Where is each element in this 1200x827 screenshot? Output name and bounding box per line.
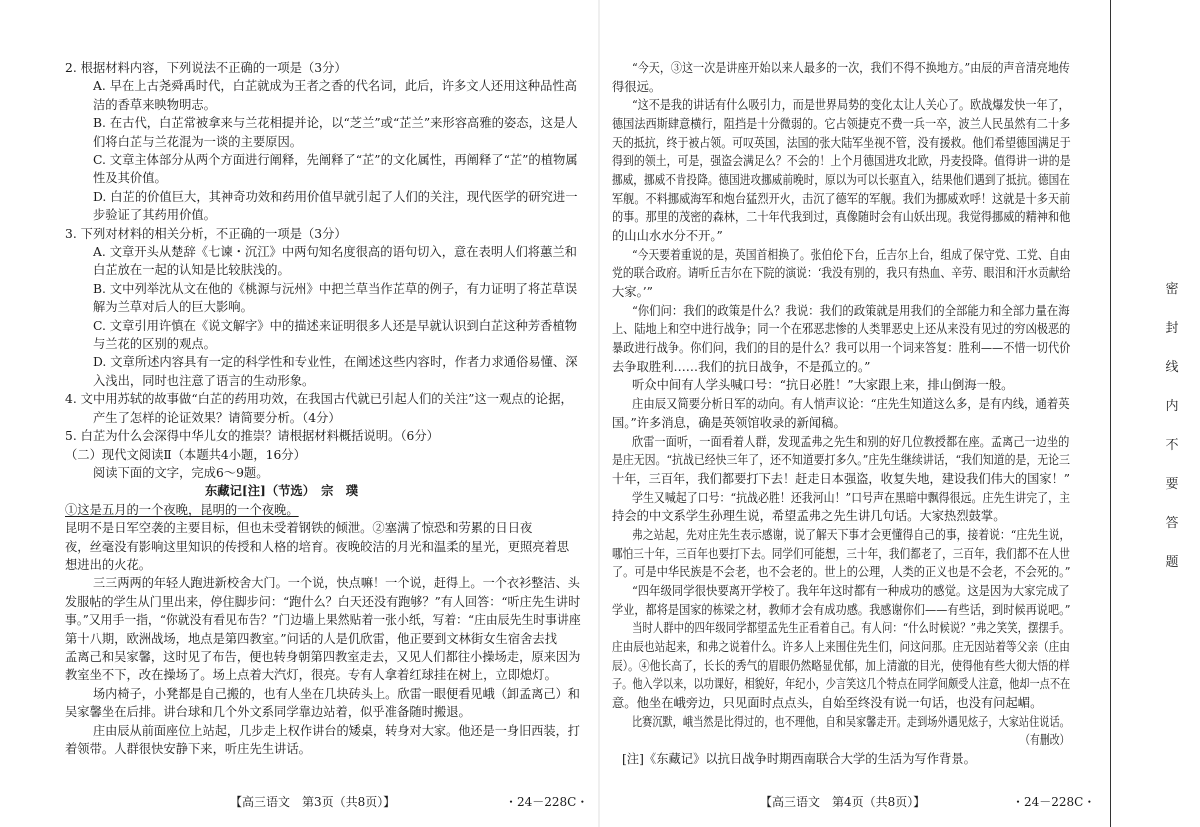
seal-char: 答 [1165,516,1179,531]
seal-binding-margin [1080,0,1200,827]
right-footer-code: ・24－228C・ [1012,795,1096,809]
left_page-line: A. 文章开头从楚辞《七谏・沉江》中两句知名度很高的语句切入，意在表明人们将蕙兰和 [93,245,577,259]
right_page-line: 国。”许多消息，确是英领馆收录的新闻稿。 [612,416,846,430]
right_page-line: 庄由辰也站起来，和弗之说着什么。许多人上来围住先生们，问这问那。庄无因站着等父亲（庄由 [612,640,1070,654]
seal-char: 内 [1165,399,1179,414]
right_page-line: 天的抵抗，终于被占领。可叹英国，法国的张大陆军坐视不管，没有援救。他们希望德国满足于 [612,136,1071,150]
left_page-line: （二）现代文阅读Ⅱ（本题共4小题，16分） [65,448,306,462]
right_page-line: 子。他入学以来，以功课好，相貌好，年纪小，少言笑这几个特点在同学间颇受人注意，他却一点不在 [612,677,1071,691]
left_page-line: ①这是五月的一个夜晚，昆明的一个夜晚。 [65,503,299,517]
right_page-line: 十年，三百年，我们都要打下去！赶走日本强盗，收复失地，建设我们伟大的国家！” [612,472,1071,486]
left_page-line: 着领带。人群很快安静下来，听庄先生讲话。 [65,742,311,756]
right-footer-page: 【高三语文 第4页（共8页）】 [760,795,926,809]
left_page-line: 性及其价值。 [93,171,167,185]
seal-char: 要 [1165,477,1179,492]
right_page-line: 去争取胜利……我们的抗日战争，不是孤立的。” [612,360,871,374]
seal-char: 线 [1165,360,1179,375]
left_page-line: 3. 下列对材料的相关分析，不正确的一项是（3分） [65,227,347,241]
right_page-line: 庄由辰又简要分析日军的动向。有人悄声议论：“庄先生知道这么多，是有内线，通着英 [632,397,1070,411]
right_page-line: 弗之站起，先对庄先生表示感谢，说了解天下事才会更懂得自己的事，接着说：“庄先生说， [632,528,1071,542]
left_page-line: 步验证了其药用价值。 [93,208,216,222]
seal-line [1110,0,1111,827]
left_page-line: 吴家馨坐在后排。讲台球和几个外文系同学靠边站着，似乎准备随时搬退。 [65,705,471,719]
right_page-line: 暴政进行战争。你们问，我们的目的是什么？我可以用一个词来答复：胜利——不惜一切代价 [612,341,1071,355]
right_page-line: 了。可是中华民族是不会老，也不会老的。世上的公理，人类的正义也是不会老，不会死的。” [612,565,1071,579]
right_page-line: [注]《东藏记》以抗日战争时期西南联合大学的生活为写作背景。 [622,752,976,766]
left_page-line: D. 白芷的价值巨大，其神奇功效和药用价值早就引起了人们的关注，现代医学的研究进一 [93,190,578,204]
right_page-line: “今天，③这一次是讲座开始以来人最多的一次，我们不得不换地方。”由辰的声音清亮地传 [632,61,1070,75]
left_page-line: 阅读下面的文字，完成6～9题。 [93,466,269,480]
left_page-line: C. 文章引用许慎在《说文解字》中的描述来证明很多人还是早就认识到白芷这种芳香植物 [93,319,578,333]
right_page-line: “这不是我的讲话有什么吸引力，而是世界局势的变化太让人关心了。欧战爆发快一年了， [632,98,1070,112]
right_page-line: 军舰。不料挪威海军和炮台猛烈开火，击沉了德军的军舰。我们为挪威欢呼！这就是十多天前 [612,192,1071,206]
right_page-line: 哪怕三十年，三百年也要打下去。同学们可能想，三十年，我们都老了，三百年，我们都不在人世 [612,547,1070,561]
left_page-line: B. 在古代，白芷常被拿来与兰花相提并论，以“芝兰”或“芷兰”来形容高雅的姿态，这是人 [93,116,578,130]
left_page-line: 东藏记[注]（节选） 宗 璞 [205,483,359,498]
seal-char: 不 [1165,438,1179,453]
left_page-line: 发服帖的学生从门里出来，停住脚步问：“跑什么？白天还没有跑够？”有人回答：“听庄先生讲时 [65,595,581,609]
left_page-line: 们将白芷与兰花混为一谈的主要原因。 [93,135,303,149]
left_page-line: A. 早在上古尧舜禹时代，白芷就成为王者之香的代名词，此后，许多文人还用这种品性高 [93,79,577,93]
right_page-line: 学业，都将是国家的栋梁之材，教师才会有成功感。我感谢你们——有些话，到时候再说吧。” [612,603,1071,617]
left_page-line: 三三两两的年轻人跑进新校舍大门。一个说，快点嘛！一个说，赶得上。一个衣衫整洁、头 [93,576,580,590]
left_page-line: 入浅出，同时也注意了语言的生动形象。 [93,374,315,388]
left_page-line: 2. 根据材料内容，下列说法不正确的一项是（3分） [65,61,347,75]
left_page-line: 昆明不是日军空袭的主要目标，但也未受着钢铁的倾泄。②塞满了惊恐和劳累的日日夜 [65,521,533,535]
right_page-line: 德国法西斯肆意横行，阻挡是十分微弱的。它占领捷克不费一兵一卒，波兰人民虽然有二十多 [612,117,1071,131]
left_page-line: 4. 文中用苏轼的故事做“白芷的药用功效，在我国古代就已引起人们的关注”这一观点的论据， [65,392,573,406]
right_page-line: 上、陆地上和空中进行战争；同一个在邪恶悲惨的人类罪恶史上还从来没有见过的穷凶极恶的 [612,322,1071,336]
right_page-line: 学生又喊起了口号：“抗战必胜！还我河山！”口号声在黑暗中飘得很远。庄先生讲完了，主 [632,491,1071,505]
seal-char: 封 [1165,321,1179,336]
left_page-line: 5. 白芷为什么会深得中华儿女的推崇？请根据材料概括说明。（6分） [65,429,439,443]
left_page-line: 场内椅子，小凳都是自己搬的，也有人坐在几块砖头上。欣雷一眼便看见峨（卸孟离己）和 [93,687,580,701]
right_page-line: 听众中间有人学头喊口号：“抗日必胜！”大家跟上来，排山倒海一般。 [632,378,1014,392]
left_page-line: 第十八期，欧洲战场，地点是第四教室。”问话的人是仉欣雷，他正要到文林街女生宿舍去找 [65,632,558,646]
right_page-line: 挪威，挪威不肯投降。德国进攻挪威前晚时，原以为可以长驱直入，结果他们遇到了抵抗。德国在 [612,173,1070,187]
left_page-line: 教室坐不下，改在操场了。场上点着大汽灯，很亮。专有人拿着红球挂在树上，立即熄灯。 [65,668,557,682]
right_page-line: “今天要着重说的是，英国首相换了。张伯伦下台，丘吉尔上台，组成了保守党、工党、自由 [632,248,1071,262]
right_page-line: 持会的中文系学生孙理生说，希望孟弗之先生讲几句话。大家热烈鼓掌。 [612,509,1006,523]
right_page-line: 得很远。 [612,80,662,94]
right_page-line: 当时人群中的四年级同学都望孟先生正看着自己。有人问：“什么时候说？”弗之笑笑，摆摆手。 [632,621,1070,635]
right_page-line: 的事。那里的茂密的森林，二十年代我到过，真像随时会有山妖出现。我觉得挪威的精神和他 [612,210,1071,224]
right_page-line: 意。他坐在峨旁边，只见面时点点头，自始至终没有说一句话，也没有问起嵋。 [612,696,1043,710]
right_page-line: 大家。’” [612,285,653,299]
right_page-line: 的山山水水分不开。” [612,229,723,243]
right_page-line: 比赛沉默，峨当然是比得过的，也不理他，自和吴家馨走开。走到场外遇见炫子，大家站住说话。 [632,715,1070,729]
right_page-line: 辰）。④他长高了，长长的秀气的眉眼仍然略显优郁，加上清澈的目光，使得他有些大彻大悟的样 [612,659,1070,673]
left_page-line: 白芷放在一起的认知是比较肤浅的。 [93,263,290,277]
right_page-line: “四年级同学很快要离开学校了。我年年这时都有一种成功的感觉。这是因为大家完成了 [632,584,1070,598]
left_page-line: 洁的香草来映物明志。 [93,98,216,112]
left_page-line: 庄由辰从前面座位上站起，几步走上权作讲台的矮桌，转身对大家。他还是一身旧西装，打 [93,724,580,738]
left_page-line: C. 文章主体部分从两个方面进行阐释，先阐释了“芷”的文化属性，再阐释了“芷”的植物属 [93,153,578,167]
right_page-line: 得到的领土，可是，强盗会满足么？不会的！上个月德国进攻北欧，丹麦投降。值得讲一讲的是 [612,154,1071,168]
right_page-line: 是庄无因。“抗战已经快三年了，还不知道要打多久。”庄先生继续讲话，“我们知道的是，无论三 [612,453,1070,467]
left_page-line: 夜，丝毫没有影响这里知识的传授和人格的培育。夜晚皎洁的月光和温柔的星光，更照亮着思 [65,540,570,554]
right_page-line: 党的联合政府。请听丘吉尔在下院的演说：‘我没有别的，我只有热血、辛劳、眼泪和汗水贡献给 [612,266,1071,280]
seal-char: 密 [1165,282,1179,297]
left_page-line: 孟离己和吴家馨，这时见了布告，便也转身朝第四教室走去，又见人们都往小操场走，原来因为 [65,650,581,664]
right_page-line: “你们问：我们的政策是什么？我说：我们的政策就是用我们的全部能力和全部力量在海 [632,304,1070,318]
left_page-line: D. 文章所述内容具有一定的科学性和专业性，在阐述这些内容时，作者力求通俗易懂、深 [93,355,578,369]
left_page-line: 解为兰草对后人的巨大影响。 [93,300,253,314]
right_page-line: 欣雷一面听，一面看着人群，发现孟弗之先生和别的好几位教授都在座。孟离己一边坐的 [632,435,1070,449]
left_page-line: 事。”又用手一指，“你就没有看见布告？”门边墙上果然贴着一张小纸，写着：“庄由辰先生时事讲座 [65,613,581,627]
left_page-line: 产生了怎样的论证效果？请简要分析。（4分） [93,411,341,425]
seal-char: 题 [1165,555,1179,570]
left-footer-page: 【高三语文 第3页（共8页）】 [230,795,396,809]
left-footer-code: ・24－228C・ [505,795,589,809]
left_page-line: 与兰花的区别的观点。 [93,337,216,351]
left_page-line: B. 文中列举沈从文在他的《桃源与沅州》中把兰草当作芷草的例子，有力证明了将芷草误 [93,282,578,296]
right-page [600,0,1096,827]
right_page-line: （有删改） [1020,733,1070,747]
left_page-line: 想进出的火花。 [65,558,152,572]
seal-instruction [1162,270,1182,582]
